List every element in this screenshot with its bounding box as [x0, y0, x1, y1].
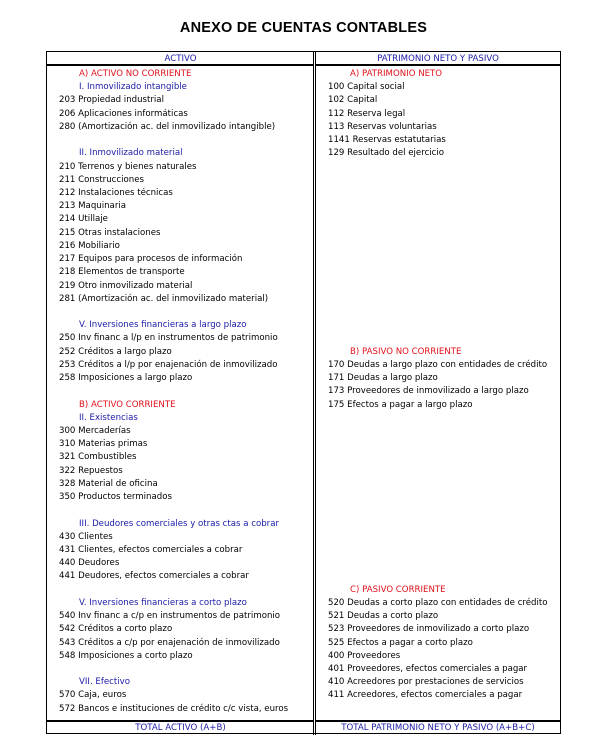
account-row: 171 Deudas a largo plazo	[328, 373, 438, 384]
subsection-heading: V. Inversiones financieras a largo plazo	[79, 320, 247, 331]
account-row: 203 Propiedad industrial	[59, 95, 164, 106]
account-row: 572 Bancos e instituciones de crédito c/c vista, euros	[59, 703, 289, 714]
account-row: 173 Proveedores de inmovilizado a largo plazo	[328, 386, 529, 397]
account-row: 129 Resultado del ejercicio	[328, 148, 445, 159]
account-row: 175 Efectos a pagar a largo plazo	[328, 399, 473, 410]
footer-total-activo: TOTAL ACTIVO (A+B)	[47, 720, 314, 733]
account-row: 401 Proveedores, efectos comerciales a pagar	[328, 663, 528, 674]
account-row: 521 Deudas a corto plazo	[328, 611, 439, 621]
account-row: 253 Créditos a l/p por enajenación de inmovilizado	[59, 359, 278, 370]
section-heading: C) PASIVO CORRIENTE	[350, 584, 446, 595]
footer-total-patrimonio-pasivo: TOTAL PATRIMONIO NETO Y PASIVO (A+B+C)	[316, 720, 560, 733]
account-row: 570 Caja, euros	[59, 690, 127, 701]
section-heading: B) PASIVO NO CORRIENTE	[350, 346, 462, 357]
account-row: 441 Deudores, efectos comerciales a cobrar	[59, 571, 249, 582]
account-row: 548 Imposiciones a corto plazo	[59, 650, 193, 661]
account-row: 102 Capital	[328, 95, 378, 106]
account-row: 252 Créditos a largo plazo	[59, 346, 172, 357]
account-row: 215 Otras instalaciones	[59, 227, 161, 238]
account-row: 322 Repuestos	[59, 465, 123, 476]
account-row: 400 Proveedores	[328, 650, 401, 661]
account-row: 218 Elementos de transporte	[59, 267, 185, 278]
account-row: 219 Otro inmovilizado material	[59, 280, 193, 291]
account-row: 113 Reservas voluntarias	[328, 121, 437, 132]
account-row: 280 (Amortización ac. del inmovilizado intangible)	[59, 121, 276, 132]
account-row: 213 Maquinaria	[59, 201, 127, 212]
column-divider	[313, 52, 316, 735]
account-row: 216 Mobiliario	[59, 240, 120, 251]
account-row: 542 Créditos a corto plazo	[59, 624, 173, 635]
subsection-heading: II. Existencias	[79, 412, 138, 423]
account-row: 100 Capital social	[328, 82, 405, 93]
subsection-heading: I. Inmovilizado intangible	[79, 82, 187, 93]
account-row: 410 Acreedores por prestaciones de servicios	[328, 677, 524, 688]
header-activo: ACTIVO	[47, 52, 314, 66]
account-row: 540 Inv financ a c/p en instrumentos de patrimonio	[59, 611, 281, 621]
account-row: 217 Equipos para procesos de información	[59, 254, 243, 265]
account-row: 250 Inv financ a l/p en instrumentos de patrimonio	[59, 333, 278, 344]
account-row: 1141 Reservas estatutarias	[328, 135, 446, 146]
account-row: 211 Construcciones	[59, 174, 144, 185]
page-title: ANEXO DE CUENTAS CONTABLES	[179, 20, 428, 36]
account-row: 170 Deudas a largo plazo con entidades de crédito	[328, 359, 548, 370]
account-row: 328 Material de oficina	[59, 478, 158, 489]
account-row: 310 Materias primas	[59, 439, 148, 450]
account-row: 258 Imposiciones a largo plazo	[59, 373, 193, 384]
account-row: 543 Créditos a c/p por enajenación de inmovilizado	[59, 637, 280, 648]
account-row: 525 Efectos a pagar a corto plazo	[328, 637, 473, 648]
account-row: 210 Terrenos y bienes naturales	[59, 161, 197, 172]
account-row: 321 Combustibles	[59, 452, 137, 463]
account-row: 411 Acreedores, efectos comerciales a pagar	[328, 690, 523, 701]
account-row: 214 Utillaje	[59, 214, 108, 225]
subsection-heading: V. Inversiones financieras a corto plazo	[79, 597, 247, 608]
account-row: 212 Instalaciones técnicas	[59, 188, 173, 198]
account-row: 350 Productos terminados	[59, 492, 172, 502]
account-row: 520 Deudas a corto plazo con entidades de crédito	[328, 597, 548, 608]
accounts-table	[46, 51, 561, 734]
account-row: 430 Clientes	[59, 531, 113, 542]
account-row: 440 Deudores	[59, 558, 120, 569]
account-row: 206 Aplicaciones informáticas	[59, 108, 188, 119]
account-row: 281 (Amortización ac. del inmovilizado material)	[59, 293, 269, 304]
section-heading: A) PATRIMONIO NETO	[350, 69, 443, 79]
subsection-heading: III. Deudores comerciales y otras ctas a cobrar	[79, 518, 280, 529]
account-row: 300 Mercaderías	[59, 425, 131, 436]
section-heading: A) ACTIVO NO CORRIENTE	[79, 69, 192, 79]
account-row: 523 Proveedores de inmovilizado a corto plazo	[328, 624, 530, 635]
subsection-heading: II. Inmovilizado material	[79, 148, 183, 159]
account-row: 431 Clientes, efectos comerciales a cobrar	[59, 544, 243, 555]
account-row: 112 Reserva legal	[328, 108, 406, 119]
section-heading: B) ACTIVO CORRIENTE	[79, 399, 176, 410]
header-patrimonio-pasivo: PATRIMONIO NETO Y PASIVO	[316, 52, 560, 66]
subsection-heading: VII. Efectivo	[79, 677, 130, 688]
